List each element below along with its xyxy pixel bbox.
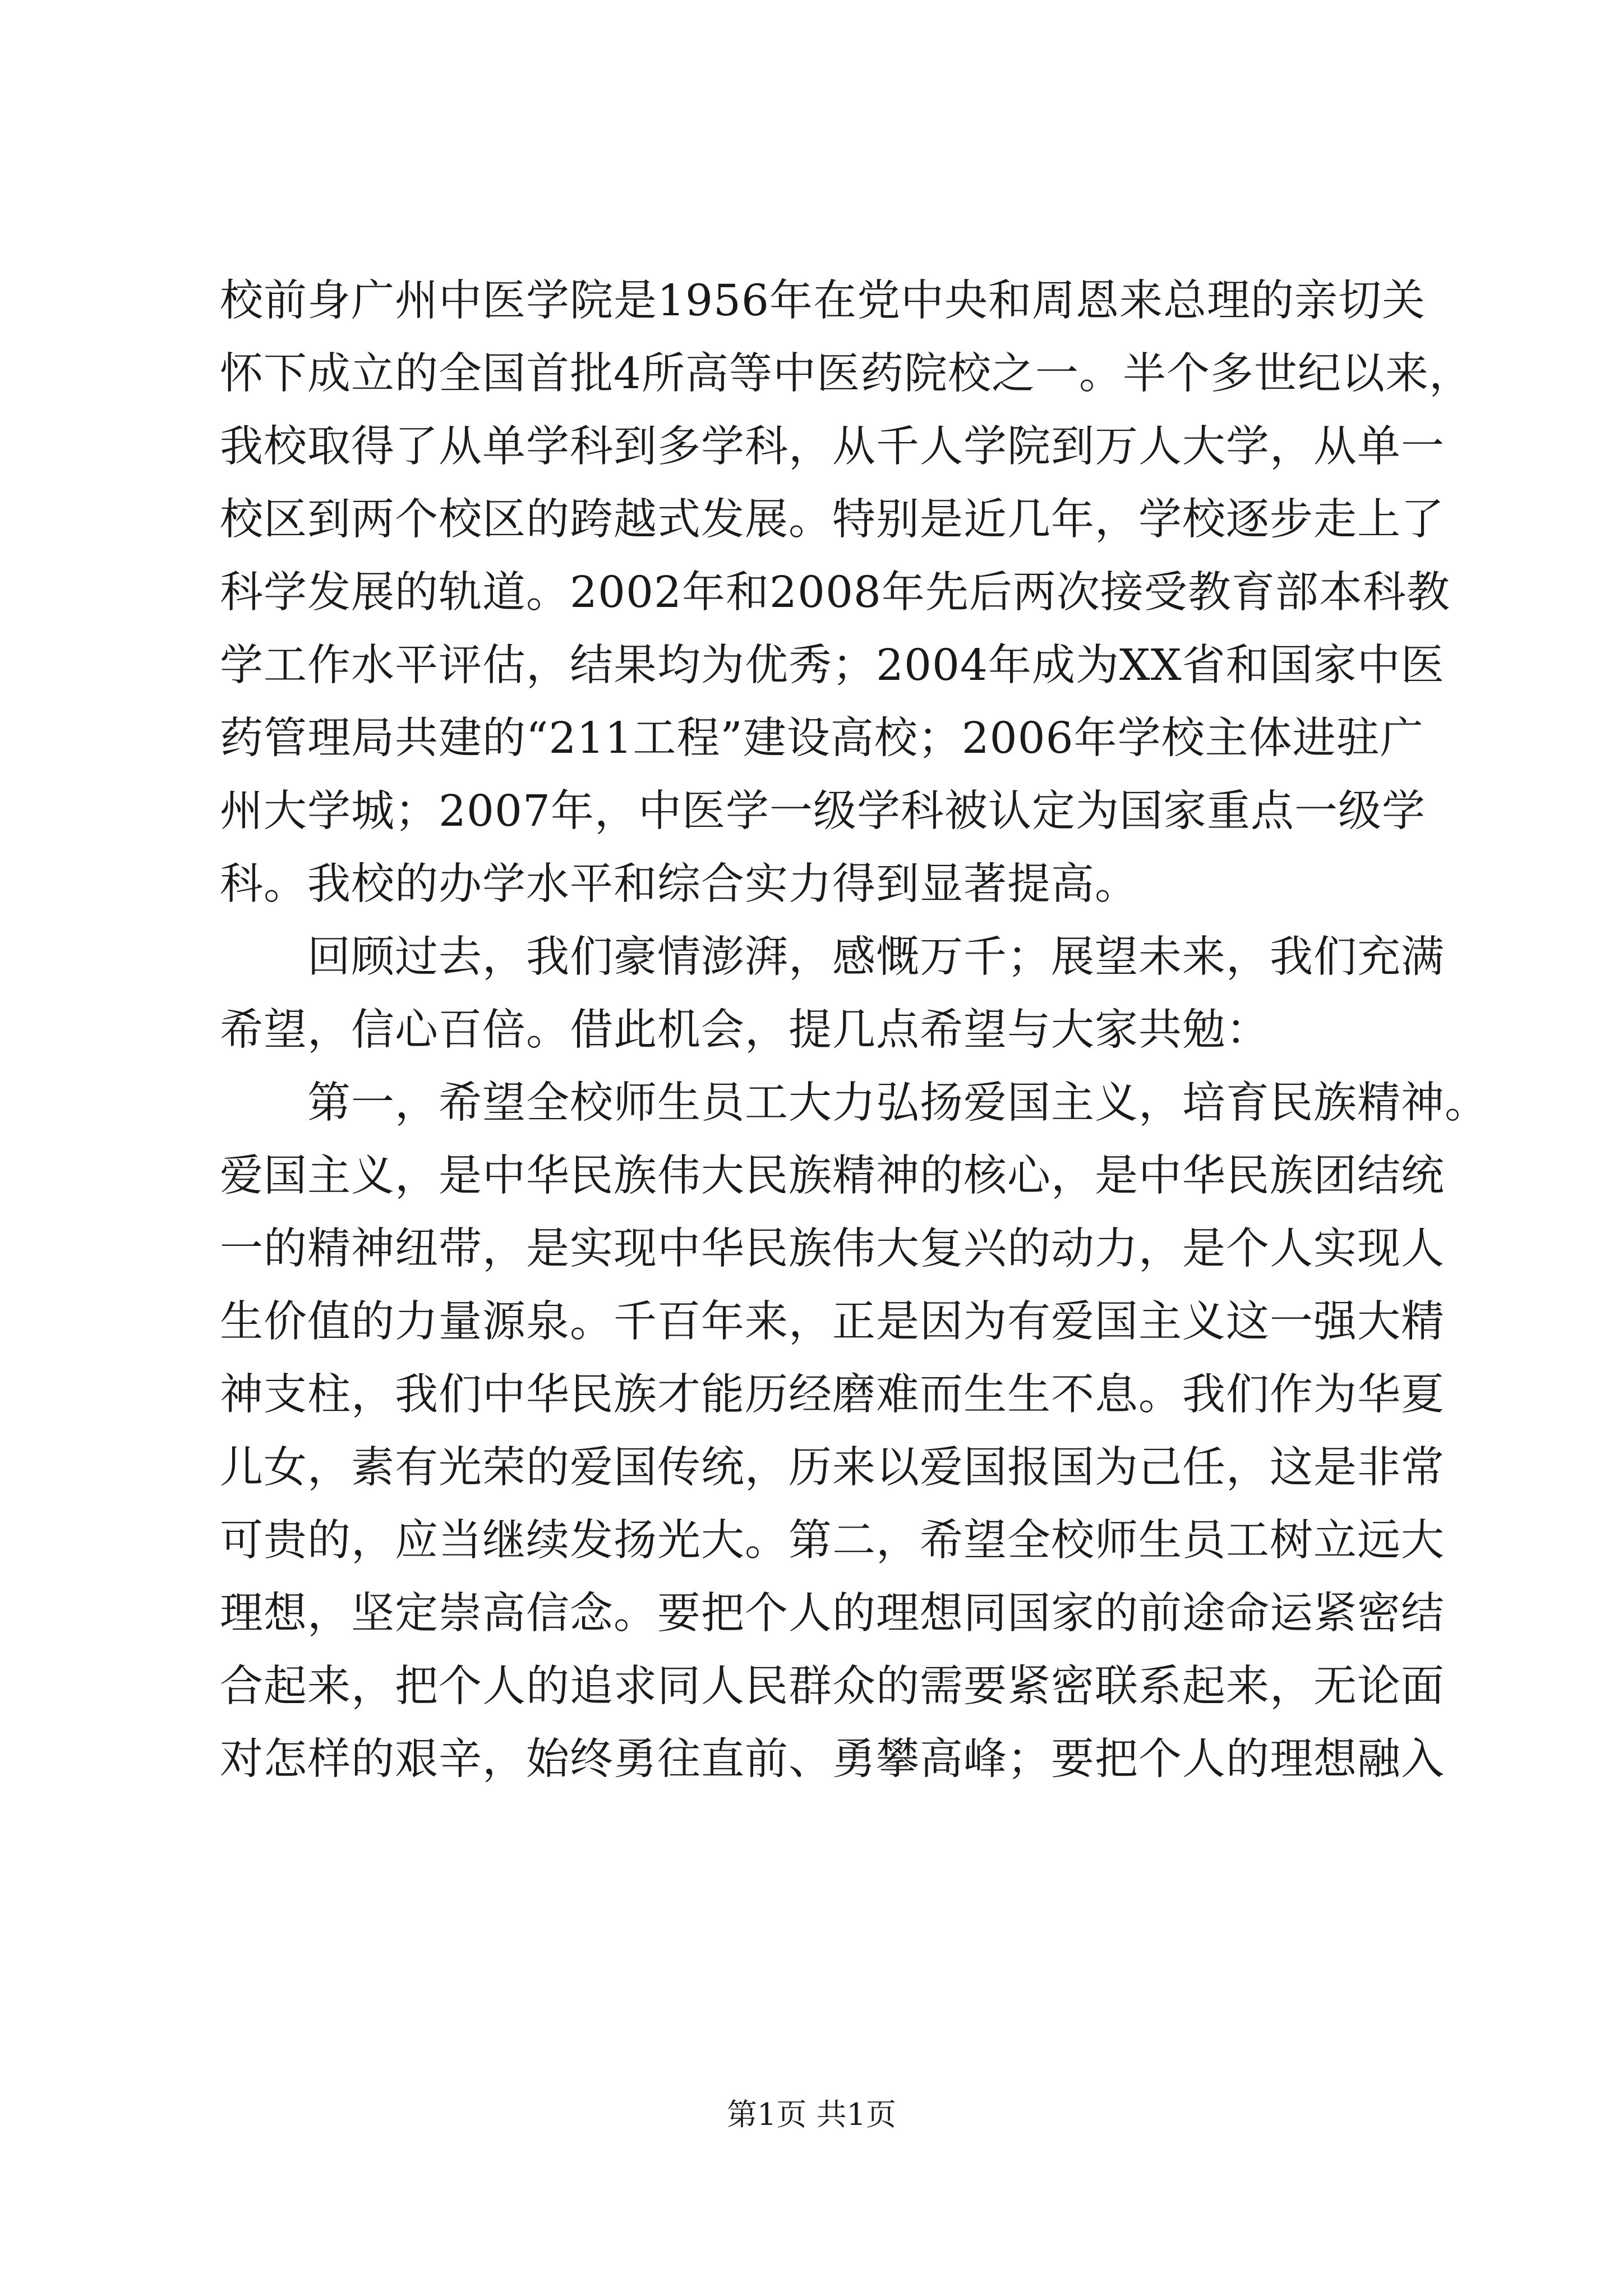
text-line: 科。我校的办学水平和综合实力得到显著提高。 [220,859,1138,909]
text-line: 校前身广州中医学院是1956年在党中央和周恩来总理的亲切关 [220,276,1426,326]
page-footer [0,2092,1623,2137]
text-line: 怀下成立的全国首批4所高等中医药院校之一。半个多世纪以来， [220,349,1473,399]
text-line: 药管理局共建的“211工程”建设高校；2006年学校主体进驻广 [220,714,1424,763]
text-line: 州大学城；2007年，中医学一级学科被认定为国家重点一级学 [220,786,1426,836]
text-line: 一的精神纽带，是实现中华民族伟大复兴的动力，是个人实现人 [220,1224,1445,1274]
text-line: 学工作水平评估，结果均为优秀；2004年成为XX省和国家中医 [220,641,1445,691]
text-line: 合起来，把个人的追求同人民群众的需要紧密联系起来，无论面 [220,1662,1445,1711]
body-text [220,265,1488,1796]
text-line: 神支柱，我们中华民族才能历经磨难而生生不息。我们作为华夏 [220,1370,1445,1420]
text-line: 对怎样的艰辛，始终勇往直前、勇攀高峰；要把个人的理想融入 [220,1734,1445,1784]
text-line: 希望，信心百倍。借此机会，提几点希望与大家共勉： [220,1005,1270,1055]
text-line: 爱国主义，是中华民族伟大民族精神的核心，是中华民族团结统 [220,1151,1445,1201]
text-line: 生价值的力量源泉。千百年来，正是因为有爱国主义这一强大精 [220,1297,1445,1347]
text-line: 我校取得了从单学科到多学科，从千人学院到万人大学，从单一 [220,422,1445,472]
text-line: 科学发展的轨道。2002年和2008年先后两次接受教育部本科教 [220,568,1450,618]
text-line: 回顾过去，我们豪情澎湃，感慨万千；展望未来，我们充满 [220,932,1445,982]
text-line: 校区到两个校区的跨越式发展。特别是近几年，学校逐步走上了 [220,495,1445,545]
page-number: 第1页 共1页 [727,2097,896,2132]
text-line: 第一，希望全校师生员工大力弘扬爱国主义，培育民族精神。 [220,1078,1488,1128]
text-line: 可贵的，应当继续发扬光大。第二，希望全校师生员工树立远大 [220,1516,1445,1566]
text-line: 理想，坚定崇高信念。要把个人的理想同国家的前途命运紧密结 [220,1589,1445,1639]
text-line: 儿女，素有光荣的爱国传统，历来以爱国报国为己任，这是非常 [220,1443,1445,1493]
